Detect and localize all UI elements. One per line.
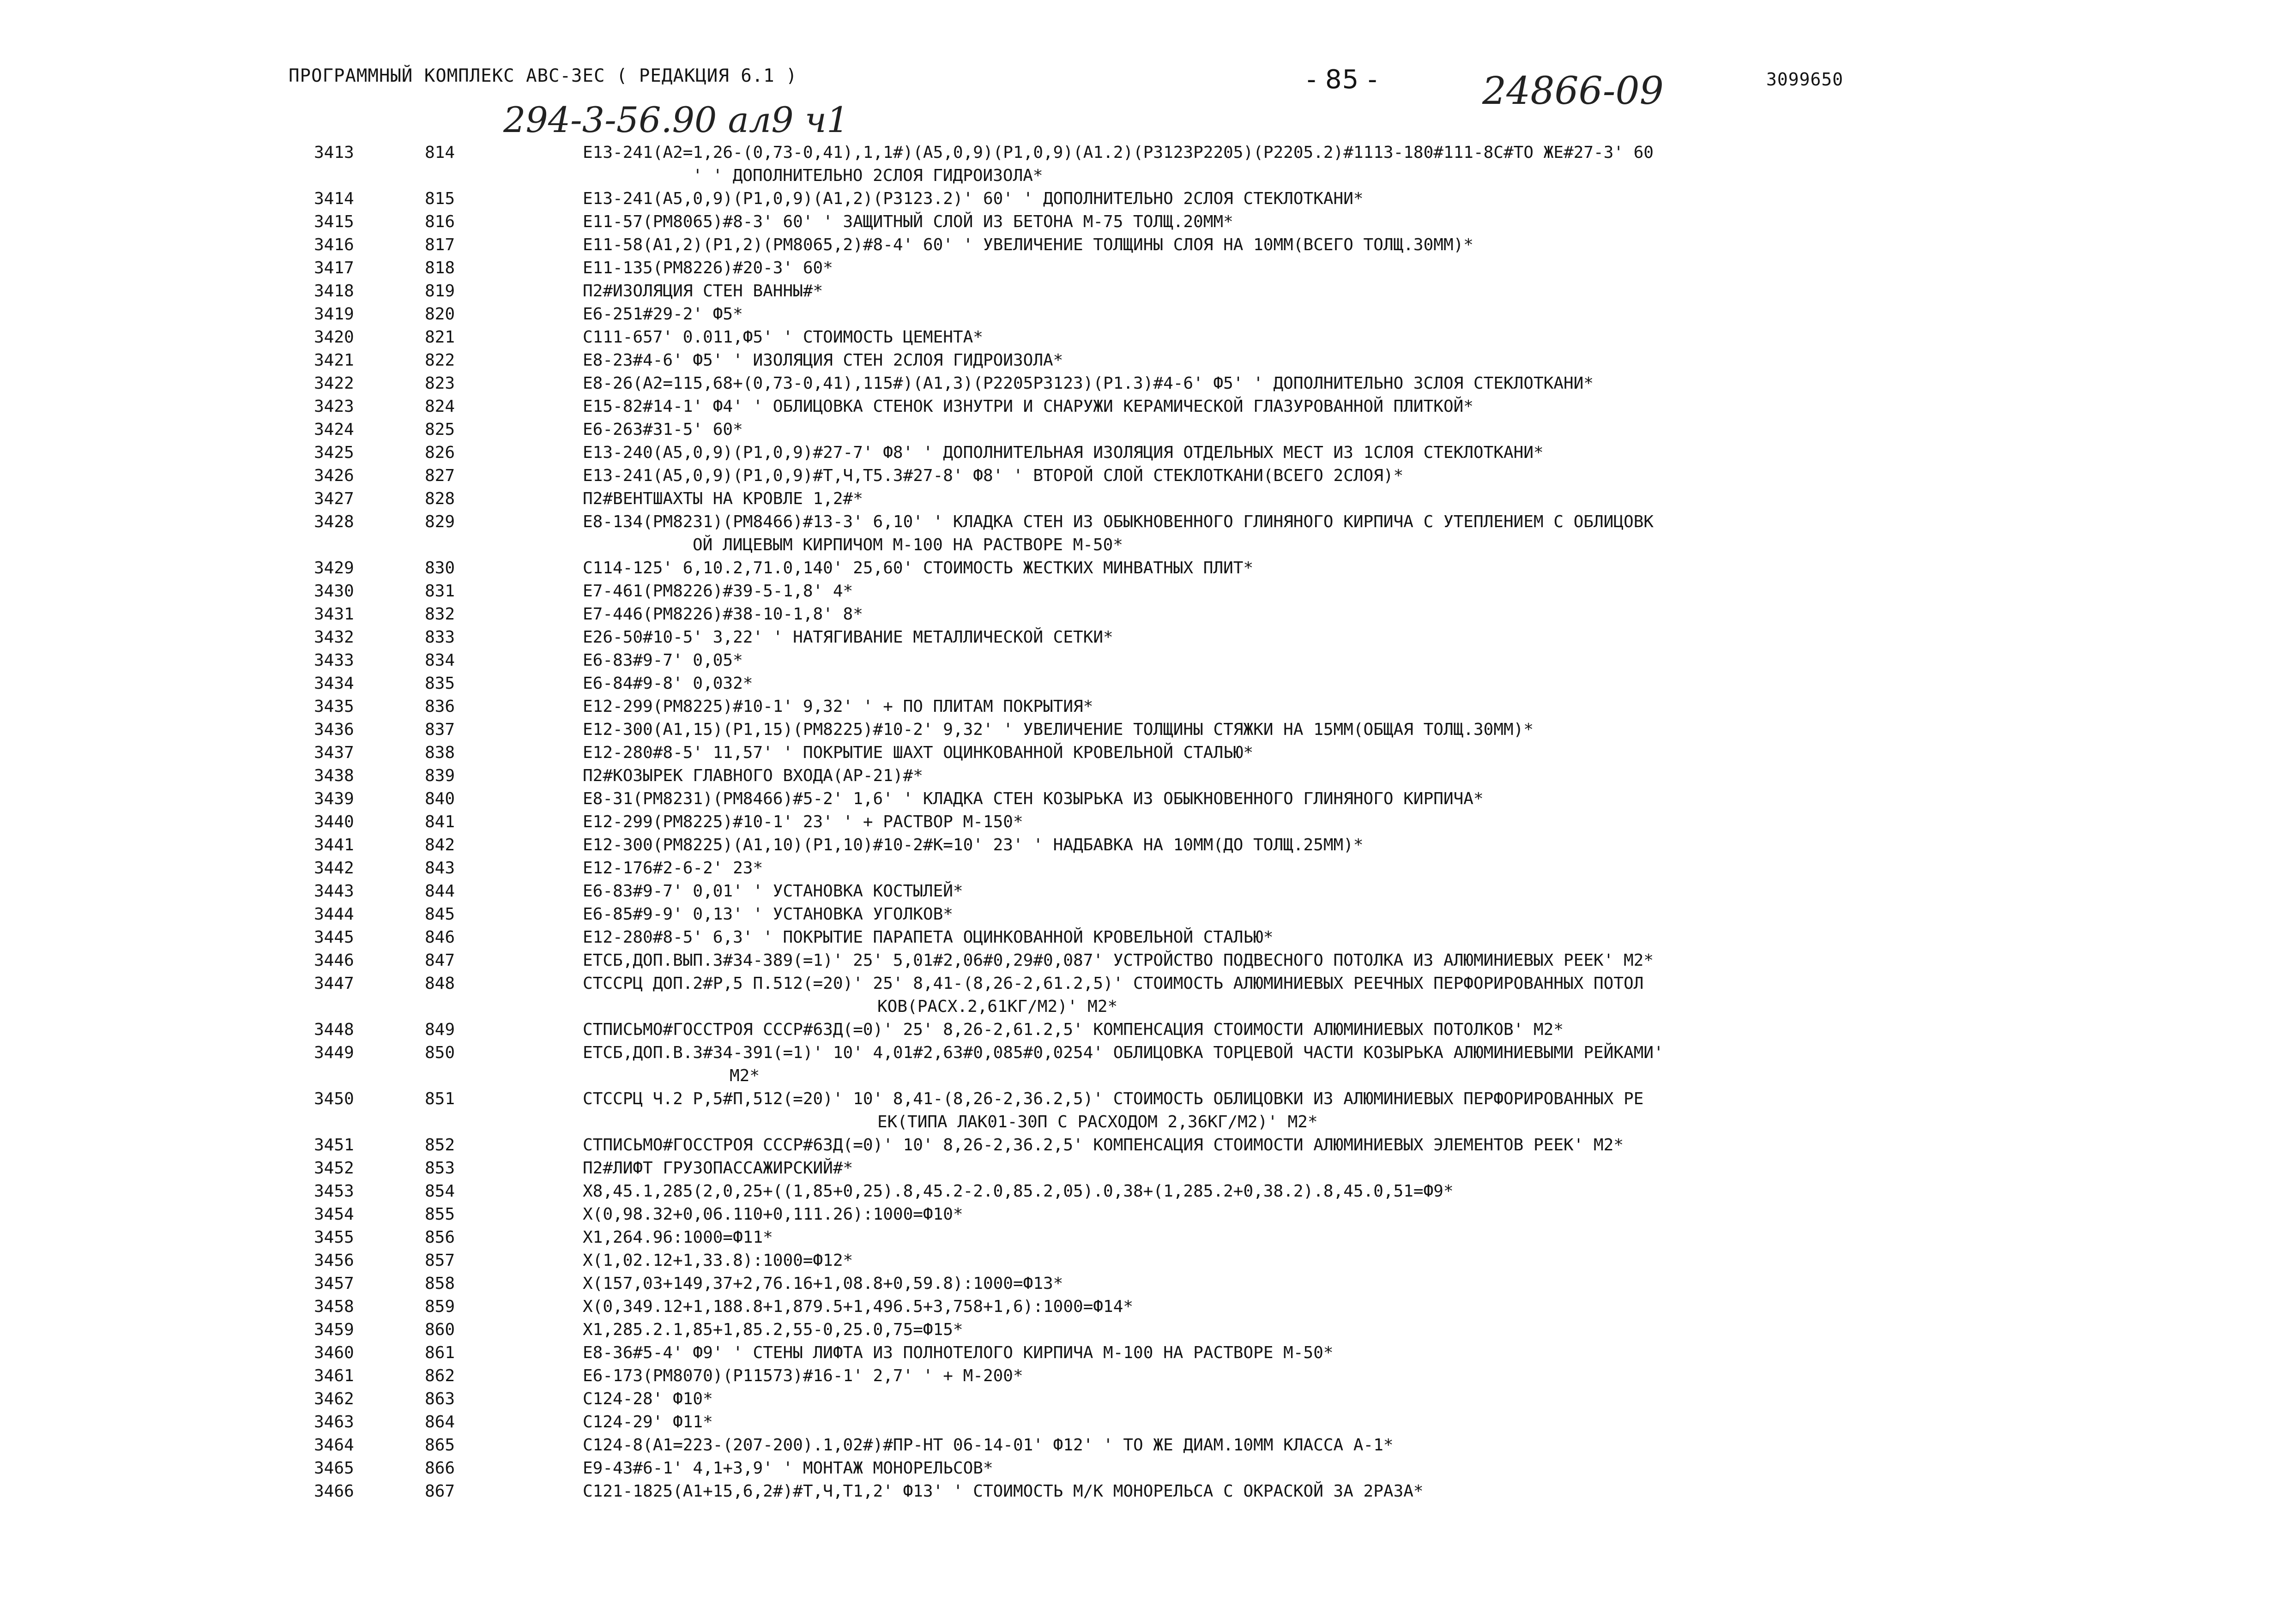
record-text-continuation: КОВ(РАСХ.2,61КГ/М2)' М2* <box>877 997 1118 1016</box>
record-number: 3430 <box>314 582 354 601</box>
position-number: 847 <box>425 951 455 970</box>
record-number: 3428 <box>314 512 354 531</box>
position-number: 838 <box>425 743 455 762</box>
listing-row <box>0 326 2294 349</box>
record-text: Е8-134(РМ8231)(РМ8466)#13-3' 6,10' ' КЛАДКА СТЕН ИЗ ОБЫКНОВЕННОГО ГЛИНЯНОГО КИРПИЧА С УТЕПЛЕНИЕМ С ОБЛИЦОВК <box>583 512 1654 531</box>
document-number: 3099650 <box>1766 69 1844 90</box>
position-number: 834 <box>425 651 455 670</box>
position-number: 825 <box>425 420 455 439</box>
listing-row <box>0 1388 2294 1411</box>
listing-row <box>0 395 2294 418</box>
record-text: СТПИСЬМО#ГОССТРОЯ СССР#63Д(=0)' 25' 8,26-2,61.2,5' КОМПЕНСАЦИЯ СТОИМОСТИ АЛЮМИНИЕВЫХ ПОТОЛКОВ' М2* <box>583 1020 1564 1039</box>
listing-row <box>0 972 2294 1018</box>
listing-row <box>0 949 2294 972</box>
record-number: 3427 <box>314 489 354 508</box>
listing-row <box>0 1018 2294 1041</box>
record-text: Е12-280#8-5' 11,57' ' ПОКРЫТИЕ ШАХТ ОЦИНКОВАННОЙ КРОВЕЛЬНОЙ СТАЛЬЮ* <box>583 743 1254 762</box>
listing-row <box>0 834 2294 857</box>
record-number: 3454 <box>314 1205 354 1224</box>
record-number: 3421 <box>314 351 354 370</box>
listing-row <box>0 187 2294 211</box>
position-number: 848 <box>425 974 455 993</box>
record-text: Е6-251#29-2' Ф5* <box>583 305 743 324</box>
record-number: 3465 <box>314 1459 354 1478</box>
record-text: СТПИСЬМО#ГОССТРОЯ СССР#63Д(=0)' 10' 8,26-2,36.2,5' КОМПЕНСАЦИЯ СТОИМОСТИ АЛЮМИНИЕВЫХ ЭЛЕМЕНТОВ РЕЕК' М2* <box>583 1136 1624 1155</box>
record-text: СТССРЦ Ч.2 Р,5#П,512(=20)' 10' 8,41-(8,26-2,36.2,5)' СТОИМОСТЬ ОБЛИЦОВКИ ИЗ АЛЮМИНИЕВЫХ ПЕРФОРИРОВАННЫХ РЕ <box>583 1089 1644 1108</box>
page-number: - 85 - <box>1307 65 1378 95</box>
record-text: Е13-241(А5,0,9)(Р1,0,9)(А1,2)(Р3123.2)' 60' ' ДОПОЛНИТЕЛЬНО 2СЛОЯ СТЕКЛОТКАНИ* <box>583 189 1364 208</box>
position-number: 841 <box>425 812 455 831</box>
position-number: 823 <box>425 374 455 393</box>
listing-row <box>0 1272 2294 1295</box>
record-text: Е13-240(А5,0,9)(Р1,0,9)#27-7' Ф8' ' ДОПОЛНИТЕЛЬНАЯ ИЗОЛЯЦИЯ ОТДЕЛЬНЫХ МЕСТ ИЗ 1СЛОЯ СТЕКЛОТКАНИ* <box>583 443 1544 462</box>
position-number: 814 <box>425 143 455 162</box>
listing-row <box>0 372 2294 395</box>
listing-row <box>0 1203 2294 1226</box>
record-text: С124-28' Ф10* <box>583 1389 713 1408</box>
listing-row <box>0 1365 2294 1388</box>
listing-row <box>0 1411 2294 1434</box>
record-number: 3463 <box>314 1413 354 1432</box>
position-number: 844 <box>425 882 455 901</box>
record-number: 3418 <box>314 282 354 301</box>
record-text: Х(0,98.32+0,06.110+0,111.26):1000=Ф10* <box>583 1205 963 1224</box>
position-number: 822 <box>425 351 455 370</box>
record-number: 3444 <box>314 905 354 924</box>
position-number: 860 <box>425 1320 455 1339</box>
record-number: 3414 <box>314 189 354 208</box>
listing-row <box>0 464 2294 487</box>
position-number: 815 <box>425 189 455 208</box>
record-text: Е13-241(А5,0,9)(Р1,0,9)#Т,Ч,Т5.3#27-8' Ф8' ' ВТОРОЙ СЛОЙ СТЕКЛОТКАНИ(ВСЕГО 2СЛОЯ)* <box>583 466 1404 485</box>
record-number: 3440 <box>314 812 354 831</box>
listing-row <box>0 257 2294 280</box>
record-text: П2#ИЗОЛЯЦИЯ СТЕН ВАННЫ#* <box>583 282 823 301</box>
record-number: 3426 <box>314 466 354 485</box>
listing-row <box>0 764 2294 788</box>
record-text: Е12-300(РМ8225)(А1,10)(Р1,10)#10-2#К=10' 23' ' НАДБАВКА НА 10ММ(ДО ТОЛЩ.25ММ)* <box>583 836 1364 854</box>
record-text: Х8,45.1,285(2,0,25+((1,85+0,25).8,45.2-2.0,85.2,05).0,38+(1,285.2+0,38.2).8,45.0,51=Ф9* <box>583 1182 1454 1201</box>
record-text: Е6-83#9-7' 0,05* <box>583 651 743 670</box>
record-number: 3461 <box>314 1366 354 1385</box>
record-number: 3464 <box>314 1436 354 1455</box>
record-text-continuation: ' ' ДОПОЛНИТЕЛЬНО 2СЛОЯ ГИДРОИЗОЛА* <box>693 166 1043 185</box>
record-text: ЕТСБ,ДОП.В.3#34-391(=1)' 10' 4,01#2,63#0,085#0,0254' ОБЛИЦОВКА ТОРЦЕВОЙ ЧАСТИ КОЗЫРЬКА АЛЮМИНИЕВЫМИ РЕЙКАМИ' <box>583 1043 1664 1062</box>
record-number: 3448 <box>314 1020 354 1039</box>
position-number: 829 <box>425 512 455 531</box>
listing-row <box>0 1180 2294 1203</box>
position-number: 835 <box>425 674 455 693</box>
record-number: 3451 <box>314 1136 354 1155</box>
listing-row <box>0 1088 2294 1134</box>
position-number: 854 <box>425 1182 455 1201</box>
listing-row <box>0 649 2294 672</box>
position-number: 833 <box>425 628 455 647</box>
record-number: 3453 <box>314 1182 354 1201</box>
record-number: 3458 <box>314 1297 354 1316</box>
record-number: 3431 <box>314 605 354 624</box>
position-number: 866 <box>425 1459 455 1478</box>
record-text: Е11-58(А1,2)(Р1,2)(РМ8065,2)#8-4' 60' ' УВЕЛИЧЕНИЕ ТОЛЩИНЫ СЛОЯ НА 10ММ(ВСЕГО ТОЛЩ.30ММ)* <box>583 235 1473 254</box>
record-number: 3422 <box>314 374 354 393</box>
record-text: Е12-280#8-5' 6,3' ' ПОКРЫТИЕ ПАРАПЕТА ОЦИНКОВАННОЙ КРОВЕЛЬНОЙ СТАЛЬЮ* <box>583 928 1274 947</box>
record-text: Х(157,03+149,37+2,76.16+1,08.8+0,59.8):1000=Ф13* <box>583 1274 1063 1293</box>
record-number: 3417 <box>314 259 354 277</box>
listing-row <box>0 695 2294 718</box>
position-number: 828 <box>425 489 455 508</box>
listing-row <box>0 580 2294 603</box>
listing-row <box>0 349 2294 372</box>
listing-row <box>0 1341 2294 1365</box>
listing-row <box>0 234 2294 257</box>
position-number: 824 <box>425 397 455 416</box>
record-number: 3456 <box>314 1251 354 1270</box>
handwritten-reference: 294-3-56.90 ал9 ч1 <box>503 99 849 140</box>
record-number: 3439 <box>314 789 354 808</box>
record-text-continuation: ОЙ ЛИЦЕВЫМ КИРПИЧОМ М-100 НА РАСТВОРЕ М-50* <box>693 535 1123 554</box>
record-text: Е7-461(РМ8226)#39-5-1,8' 4* <box>583 582 853 601</box>
record-number: 3441 <box>314 836 354 854</box>
record-text: Е8-36#5-4' Ф9' ' СТЕНЫ ЛИФТА ИЗ ПОЛНОТЕЛОГО КИРПИЧА М-100 НА РАСТВОРЕ М-50* <box>583 1343 1334 1362</box>
record-number: 3420 <box>314 328 354 347</box>
position-number: 840 <box>425 789 455 808</box>
position-number: 867 <box>425 1482 455 1501</box>
listing-row <box>0 1480 2294 1503</box>
handwritten-code: 24866-09 <box>1482 69 1664 113</box>
position-number: 827 <box>425 466 455 485</box>
record-text: Е26-50#10-5' 3,22' ' НАТЯГИВАНИЕ МЕТАЛЛИЧЕСКОЙ СЕТКИ* <box>583 628 1113 647</box>
position-number: 836 <box>425 697 455 716</box>
record-text: Е12-299(РМ8225)#10-1' 9,32' ' + ПО ПЛИТАМ ПОКРЫТИЯ* <box>583 697 1093 716</box>
position-number: 845 <box>425 905 455 924</box>
record-number: 3442 <box>314 859 354 878</box>
record-number: 3416 <box>314 235 354 254</box>
listing-row <box>0 626 2294 649</box>
record-text: С124-29' Ф11* <box>583 1413 713 1432</box>
position-number: 820 <box>425 305 455 324</box>
position-number: 816 <box>425 212 455 231</box>
listing-row <box>0 1457 2294 1480</box>
record-number: 3434 <box>314 674 354 693</box>
position-number: 843 <box>425 859 455 878</box>
record-text: Х1,285.2.1,85+1,85.2,55-0,25.0,75=Ф15* <box>583 1320 963 1339</box>
position-number: 818 <box>425 259 455 277</box>
record-number: 3450 <box>314 1089 354 1108</box>
record-number: 3413 <box>314 143 354 162</box>
record-number: 3452 <box>314 1159 354 1178</box>
record-text: ЕТСБ,ДОП.ВЫП.3#34-389(=1)' 25' 5,01#2,06#0,29#0,087' УСТРОЙСТВО ПОДВЕСНОГО ПОТОЛКА ИЗ АЛЮМИНИЕВЫХ РЕЕК' М2* <box>583 951 1654 970</box>
record-text: Е6-85#9-9' 0,13' ' УСТАНОВКА УГОЛКОВ* <box>583 905 953 924</box>
position-number: 819 <box>425 282 455 301</box>
record-number: 3433 <box>314 651 354 670</box>
position-number: 865 <box>425 1436 455 1455</box>
record-number: 3438 <box>314 766 354 785</box>
position-number: 855 <box>425 1205 455 1224</box>
record-number: 3436 <box>314 720 354 739</box>
record-text: Е11-135(РМ8226)#20-3' 60* <box>583 259 833 277</box>
listing-row <box>0 1134 2294 1157</box>
listing-row <box>0 603 2294 626</box>
listing-row <box>0 718 2294 741</box>
record-text: Е6-263#31-5' 60* <box>583 420 743 439</box>
position-number: 851 <box>425 1089 455 1108</box>
listing-row <box>0 1434 2294 1457</box>
record-text: Х(1,02.12+1,33.8):1000=Ф12* <box>583 1251 853 1270</box>
listing-row <box>0 788 2294 811</box>
record-number: 3443 <box>314 882 354 901</box>
position-number: 821 <box>425 328 455 347</box>
listing-row <box>0 211 2294 234</box>
listing-row <box>0 1041 2294 1088</box>
record-text: П2#КОЗЫРЕК ГЛАВНОГО ВХОДА(АР-21)#* <box>583 766 923 785</box>
position-number: 842 <box>425 836 455 854</box>
record-number: 3425 <box>314 443 354 462</box>
position-number: 856 <box>425 1228 455 1247</box>
record-number: 3449 <box>314 1043 354 1062</box>
listing-row <box>0 1249 2294 1272</box>
record-number: 3447 <box>314 974 354 993</box>
listing-row <box>0 303 2294 326</box>
listing-rows <box>0 141 2294 1503</box>
position-number: 830 <box>425 559 455 577</box>
record-number: 3446 <box>314 951 354 970</box>
listing-row <box>0 1318 2294 1341</box>
position-number: 862 <box>425 1366 455 1385</box>
record-number: 3460 <box>314 1343 354 1362</box>
listing-row <box>0 903 2294 926</box>
record-text: Е13-241(А2=1,26-(0,73-0,41),1,1#)(А5,0,9)(Р1,0,9)(А1.2)(Р3123Р2205)(Р2205.2)#1113-180#111-8С#ТО ЖЕ#27-3' 60 <box>583 143 1654 162</box>
record-text: Е6-173(РМ8070)(Р11573)#16-1' 2,7' ' + М-200* <box>583 1366 1023 1385</box>
record-text: Е6-83#9-7' 0,01' ' УСТАНОВКА КОСТЫЛЕЙ* <box>583 882 963 901</box>
record-text: Е8-31(РМ8231)(РМ8466)#5-2' 1,6' ' КЛАДКА СТЕН КОЗЫРЬКА ИЗ ОБЫКНОВЕННОГО ГЛИНЯНОГО КИРПИЧА* <box>583 789 1484 808</box>
listing-row <box>0 672 2294 695</box>
record-number: 3415 <box>314 212 354 231</box>
record-number: 3424 <box>314 420 354 439</box>
record-text: Е8-26(А2=115,68+(0,73-0,41),115#)(А1,3)(Р2205Р3123)(Р1.3)#4-6' Ф5' ' ДОПОЛНИТЕЛЬНО 3СЛОЯ СТЕКЛОТКАНИ* <box>583 374 1594 393</box>
listing-row <box>0 926 2294 949</box>
listing-row <box>0 441 2294 464</box>
listing-row <box>0 811 2294 834</box>
position-number: 839 <box>425 766 455 785</box>
record-text: П2#ВЕНТШАХТЫ НА КРОВЛЕ 1,2#* <box>583 489 863 508</box>
listing-row <box>0 141 2294 187</box>
record-text: Е8-23#4-6' Ф5' ' ИЗОЛЯЦИЯ СТЕН 2СЛОЯ ГИДРОИЗОЛА* <box>583 351 1063 370</box>
record-text: С114-125' 6,10.2,71.0,140' 25,60' СТОИМОСТЬ ЖЕСТКИХ МИНВАТНЫХ ПЛИТ* <box>583 559 1254 577</box>
listing-row <box>0 418 2294 441</box>
position-number: 861 <box>425 1343 455 1362</box>
listing-row <box>0 511 2294 557</box>
position-number: 831 <box>425 582 455 601</box>
listing-row <box>0 1157 2294 1180</box>
record-number: 3429 <box>314 559 354 577</box>
position-number: 817 <box>425 235 455 254</box>
position-number: 858 <box>425 1274 455 1293</box>
record-number: 3437 <box>314 743 354 762</box>
position-number: 853 <box>425 1159 455 1178</box>
record-text: С111-657' 0.011,Ф5' ' СТОИМОСТЬ ЦЕМЕНТА* <box>583 328 983 347</box>
position-number: 852 <box>425 1136 455 1155</box>
listing-row <box>0 487 2294 511</box>
position-number: 846 <box>425 928 455 947</box>
position-number: 859 <box>425 1297 455 1316</box>
listing-row <box>0 741 2294 764</box>
record-number: 3419 <box>314 305 354 324</box>
record-text: Е7-446(РМ8226)#38-10-1,8' 8* <box>583 605 863 624</box>
record-number: 3457 <box>314 1274 354 1293</box>
position-number: 826 <box>425 443 455 462</box>
record-text: Е15-82#14-1' Ф4' ' ОБЛИЦОВКА СТЕНОК ИЗНУТРИ И СНАРУЖИ КЕРАМИЧЕСКОЙ ГЛАЗУРОВАННОЙ ПЛИТКОЙ* <box>583 397 1473 416</box>
position-number: 850 <box>425 1043 455 1062</box>
record-text: Е6-84#9-8' 0,032* <box>583 674 753 693</box>
position-number: 837 <box>425 720 455 739</box>
position-number: 849 <box>425 1020 455 1039</box>
record-number: 3462 <box>314 1389 354 1408</box>
listing-row <box>0 557 2294 580</box>
listing-row <box>0 1226 2294 1249</box>
record-text: Е12-176#2-6-2' 23* <box>583 859 763 878</box>
listing-row <box>0 1295 2294 1318</box>
record-number: 3445 <box>314 928 354 947</box>
record-number: 3423 <box>314 397 354 416</box>
record-number: 3432 <box>314 628 354 647</box>
record-number: 3455 <box>314 1228 354 1247</box>
record-text: Х(0,349.12+1,188.8+1,879.5+1,496.5+3,758+1,6):1000=Ф14* <box>583 1297 1134 1316</box>
listing-row <box>0 880 2294 903</box>
listing-row <box>0 280 2294 303</box>
record-text: Е9-43#6-1' 4,1+3,9' ' МОНТАЖ МОНОРЕЛЬСОВ* <box>583 1459 993 1478</box>
listing-row <box>0 857 2294 880</box>
record-text-continuation: ЕК(ТИПА ЛАК01-30П С РАСХОДОМ 2,36КГ/М2)' М2* <box>877 1113 1318 1131</box>
record-text: П2#ЛИФТ ГРУЗОПАССАЖИРСКИЙ#* <box>583 1159 853 1178</box>
record-text: СТССРЦ ДОП.2#Р,5 П.512(=20)' 25' 8,41-(8,26-2,61.2,5)' СТОИМОСТЬ АЛЮМИНИЕВЫХ РЕЕЧНЫХ ПЕРФОРИРОВАННЫХ ПОТОЛ <box>583 974 1644 993</box>
record-text: С121-1825(А1+15,6,2#)#Т,Ч,Т1,2' Ф13' ' СТОИМОСТЬ М/К МОНОРЕЛЬСА С ОКРАСКОЙ ЗА 2РАЗА* <box>583 1482 1424 1501</box>
position-number: 832 <box>425 605 455 624</box>
record-text-continuation: М2* <box>730 1066 760 1085</box>
position-number: 857 <box>425 1251 455 1270</box>
record-text: Е12-300(А1,15)(Р1,15)(РМ8225)#10-2' 9,32' ' УВЕЛИЧЕНИЕ ТОЛЩИНЫ СТЯЖКИ НА 15ММ(ОБЩАЯ ТОЛЩ.30ММ)* <box>583 720 1534 739</box>
record-text: Е12-299(РМ8225)#10-1' 23' ' + РАСТВОР М-150* <box>583 812 1023 831</box>
record-text: Е11-57(РМ8065)#8-3' 60' ' ЗАЩИТНЫЙ СЛОЙ ИЗ БЕТОНА М-75 ТОЛЩ.20ММ* <box>583 212 1233 231</box>
record-text: Х1,264.96:1000=Ф11* <box>583 1228 773 1247</box>
record-number: 3435 <box>314 697 354 716</box>
position-number: 863 <box>425 1389 455 1408</box>
record-text: С124-8(А1=223-(207-200).1,02#)#ПР-НТ 06-14-01' Ф12' ' ТО ЖЕ ДИАМ.10ММ КЛАССА А-1* <box>583 1436 1394 1455</box>
program-header: ПРОГРАММНЫЙ КОМПЛЕКС АВС-3ЕС ( РЕДАКЦИЯ 6.1 ) <box>289 66 797 86</box>
position-number: 864 <box>425 1413 455 1432</box>
record-number: 3459 <box>314 1320 354 1339</box>
record-number: 3466 <box>314 1482 354 1501</box>
